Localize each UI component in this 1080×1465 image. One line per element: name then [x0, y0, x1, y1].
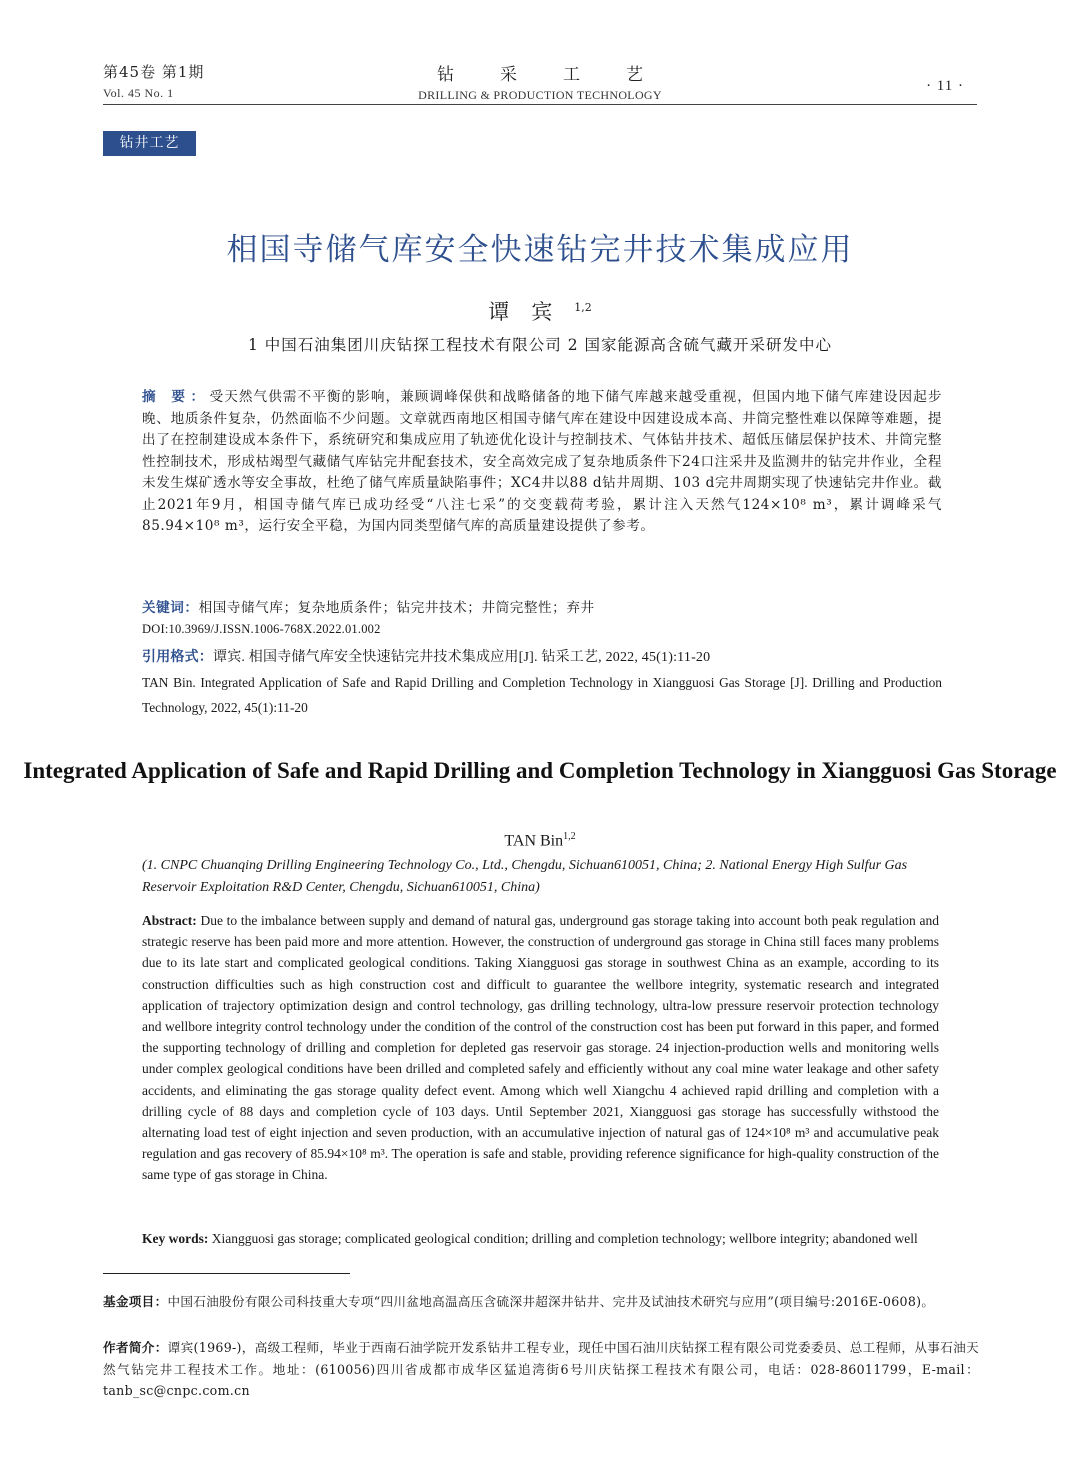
footnote-author: [103, 1337, 979, 1402]
keywords-cn: [142, 596, 942, 616]
abstract-en-text: Due to the imbalance between supply and demand of natural gas, underground gas storage taking into account both peak regulation and strategic reserve has been paid more and more attention. However, the construction of underground gas storage in China still faces many problems due to its late start and complicated geological conditions. Taking Xiangguosi gas storage in southwest China as an example, according to its construction difficulties such as high construction cost and difficult to guarantee the wellbore integrity, systematic research and integrated application of trajectory optimization design and control technology, gas drilling technology, ultra-low pressure reservoir protection technology and wellbore integrity control technology under the condition of the control of the construction cost has been put forward in this paper, and formed the supporting technology of drilling and completion for depleted gas reservoir gas storage. 24 injection-production wells and monitoring wells under complex geological conditions have been drilled and completed safely and efficiently without any coal mine water leakage and other safety accidents, and eliminating the gas storage quality defect event. Among which well Xiangchu 4 achieved rapid drilling and completion with a drilling cycle of 88 days and completion cycle of 103 days. Until September 2021, Xiangguosi gas storage has successfully withstood the alternating load test of eight injection and seven production, with an accumulative injection of natural gas of 124×10⁸ m³ and accumulative peak regulation and gas recovery of 85.94×10⁸ m³. The operation is safe and stable, providing reference significance for high-quality construction of the same type of gas storage in China.: [142, 913, 939, 1183]
author-cn: [0, 296, 1080, 326]
citation-cn-text: 谭宾. 相国寺储气库安全快速钻完井技术集成应用[J]. 钻采工艺, 2022, 45(1):11-20: [213, 650, 711, 665]
author-en-name: TAN Bin: [504, 832, 564, 850]
footnote-divider: [103, 1273, 350, 1274]
abstract-cn-text: 受天然气供需不平衡的影响，兼顾调峰保供和战略储备的地下储气库越来越受重视，但国内地下储气库建设因起步晚、地质条件复杂，仍然面临不少问题。文章就西南地区相国寺储气库在建设中因建设成本高、井筒完整性难以保障等难题，提出了在控制建设成本条件下，系统研究和集成应用了轨迹优化设计与控制技术、气体钻井技术、超低压储层保护技术、井筒完整性控制技术，形成枯竭型气藏储气库钻完井配套技术，安全高效完成了复杂地质条件下24口注采井及监测井的钻完井作业，全程未发生煤矿透水等安全事故，杜绝了储气库质量缺陷事件；XC4井以88 d钻井周期、103 d完井周期实现了快速钻完井作业。截止2021年9月，相国寺储气库已成功经受“八注七采”的交变载荷考验，累计注入天然气124×10⁸ m³，累计调峰采气85.94×10⁸ m³，运行安全平稳，为国内同类型储气库的高质量建设提供了参考。: [142, 389, 942, 534]
journal-header: [0, 60, 1080, 103]
journal-name-en: DRILLING & PRODUCTION TECHNOLOGY: [418, 88, 662, 102]
fund-text: 中国石油股份有限公司科技重大专项“四川盆地高温高压含硫深井超深井钻井、完井及试油技术研究与应用”(项目编号:2016E-0608)。: [167, 1294, 935, 1309]
title-cn: 相国寺储气库安全快速钻完井技术集成应用: [226, 232, 854, 268]
header-divider: [103, 104, 977, 105]
keywords-cn-label: 关键词：: [142, 600, 199, 616]
section-tag: 钻井工艺: [103, 131, 196, 156]
abstract-cn-label: 摘 要：: [142, 389, 210, 405]
fund-label: 基金项目：: [103, 1294, 168, 1309]
keywords-en-label: Key words:: [142, 1231, 209, 1246]
author-cn-name: 谭宾: [488, 300, 575, 324]
author-en-sup: 1,2: [563, 831, 576, 842]
keywords-en-text: Xiangguosi gas storage; complicated geological condition; drilling and completion technology; wellbore integrity; abandoned well: [211, 1231, 918, 1246]
abstract-cn: [142, 387, 942, 538]
issue-en: Vol. 45 No. 1: [103, 86, 174, 100]
author-cn-sup: 1,2: [574, 301, 592, 314]
abstract-en: [142, 910, 939, 1186]
citation-en: TAN Bin. Integrated Application of Safe and Rapid Drilling and Completion Technology in Xiangguosi Gas Storage [J]. Drilling and Production Technology, 2022, 45(1):11-20: [142, 675, 942, 715]
footnote-fund: [103, 1291, 979, 1313]
keywords-en: [142, 1228, 939, 1249]
issue-cn: 第45卷 第1期: [103, 63, 205, 81]
affiliation-en: (1. CNPC Chuanqing Drilling Engineering Technology Co., Ltd., Chengdu, Sichuan610051, China; 2. National Energy High Sulfur Gas Reservoir Exploitation R&D Center, Chengdu, Sichuan610051, China): [142, 858, 908, 895]
citation-cn-label: 引用格式：: [142, 649, 213, 665]
citation-cn: [142, 646, 942, 666]
page-number: · 11 ·: [926, 78, 964, 94]
keywords-cn-text: 相国寺储气库；复杂地质条件；钻完井技术；井筒完整性；弃井: [198, 600, 595, 616]
abstract-en-label: Abstract:: [142, 913, 197, 928]
affiliation-cn: 1 中国石油集团川庆钻探工程技术有限公司 2 国家能源高含硫气藏开采研发中心: [247, 336, 832, 354]
author-bio-label: 作者简介：: [103, 1340, 168, 1355]
author-bio-text: 谭宾(1969-)，高级工程师，毕业于西南石油学院开发系钻井工程专业，现任中国石油川庆钻探工程有限公司党委委员、总工程师，从事石油天然气钻完井工程技术工作。地址：(610056)四川省成都市成华区猛追湾街6号川庆钻探工程技术有限公司，电话：028-86011799，E-mail：tanb_sc@cnpc.com.cn: [103, 1340, 979, 1398]
author-en: [0, 831, 1080, 850]
doi: DOI:10.3969/J.ISSN.1006-768X.2022.01.002: [142, 622, 381, 636]
journal-name-cn: 钻采工艺: [437, 65, 689, 85]
title-en: Integrated Application of Safe and Rapid Drilling and Completion Technology in Xiangguosi Gas Storage: [23, 758, 1057, 783]
